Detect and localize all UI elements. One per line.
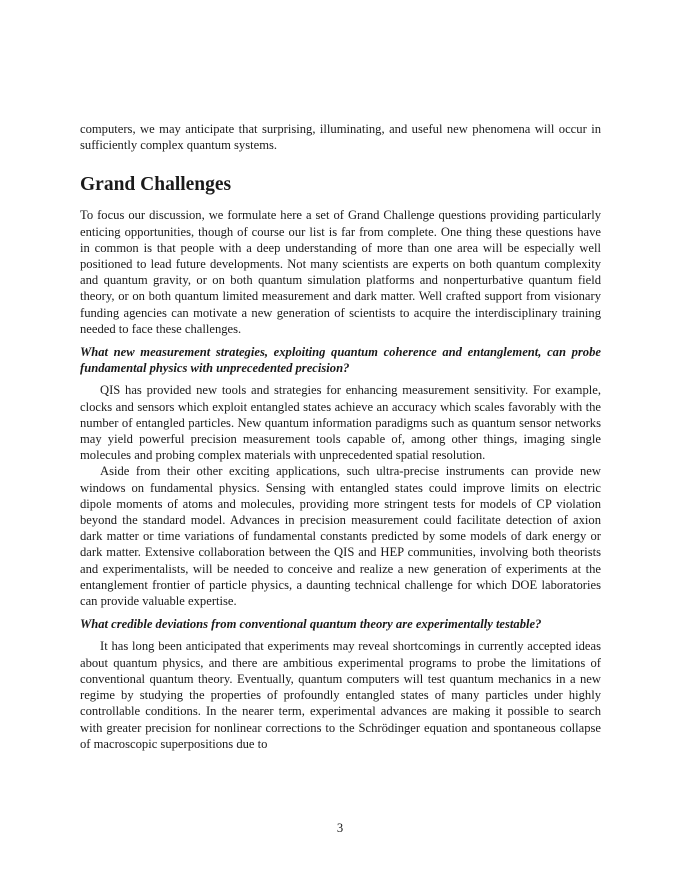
- section-paragraph: To focus our discussion, we formulate here a set of Grand Challenge questions providing particularly enticing opportunities, though of course our list is far from complete. One thing these questions have in common is that people with a deep understanding of more than one area will be especially well positioned to lead future developments. Not many scientists are experts on both quantum complexity and quantum gravity, or on both quantum simulation platforms and nonperturbative quantum field theory, or on both quantum limited measurement and dark matter. Well crafted support from visionary funding agencies can motivate a new generation of scientists to acquire the interdisciplinary training needed to face these challenges.: [80, 208, 601, 336]
- q2-paragraph-1: It has long been anticipated that experiments may reveal shortcomings in currently accepted ideas about quantum physics, and there are ambitious experimental programs to probe the limitations of conventional quantum theory. Eventually, quantum computers will test quantum mechanics in a new regime by studying the properties of profoundly entangled states of many particles under highly controllable conditions. In the nearer term, experimental advances are making it possible to search with greater precision for nonlinear corrections to the Schrödinger equation and spontaneous collapse of macroscopic superpositions due to: [80, 639, 601, 751]
- question-2: What credible deviations from conventional quantum theory are experimentally testable?: [80, 617, 542, 632]
- section-title: Grand Challenges: [80, 174, 232, 196]
- page-body: [80, 121, 601, 752]
- page-number: 3: [336, 821, 344, 835]
- q1-paragraph-1: QIS has provided new tools and strategies for enhancing measurement sensitivity. For example, clocks and sensors which exploit entangled states achieve an accuracy which scales favorably with the number of entangled particles. New quantum information paradigms such as quantum sensor networks may yield powerful precision measurement tools capable of, among other things, imaging single molecules and probing complex materials with unprecedented spatial resolution.: [80, 383, 601, 463]
- intro-paragraph: computers, we may anticipate that surprising, illuminating, and useful new phenomena will occur in sufficiently complex quantum systems.: [80, 122, 601, 153]
- q1-paragraph-2: Aside from their other exciting applications, such ultra-precise instruments can provide new windows on fundamental physics. Sensing with entangled states could improve limits on electric dipole moments of atoms and molecules, providing more stringent tests for models of CP violation beyond the standard model. Advances in precision measurement could facilitate detection of axion dark matter or time variations of fundamental constants predicted by some models of dark energy or dark matter. Extensive collaboration between the QIS and HEP communities, involving both theorists and experimentalists, will be needed to conceive and realize a new generation of experiments at the entanglement frontier of particle physics, a daunting technical challenge for which DOE laboratories can provide valuable expertise.: [80, 464, 601, 609]
- question-1: What new measurement strategies, exploiting quantum coherence and entanglement, can probe fundamental physics with unprecedented precision?: [80, 345, 601, 376]
